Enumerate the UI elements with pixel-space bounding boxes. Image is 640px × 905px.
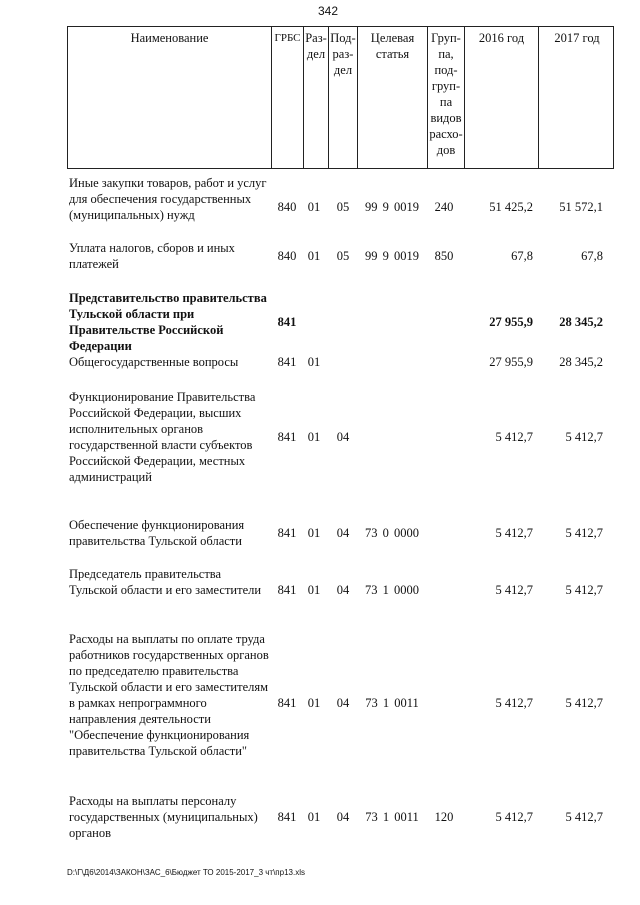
row-2017: 5 412,7: [565, 526, 603, 540]
row-podrazdel: 04: [336, 696, 350, 710]
row-celevaya: 99 9 0019: [365, 200, 419, 214]
header-name: Наименование: [130, 31, 209, 45]
row-name: Общегосударственные вопросы: [69, 355, 239, 369]
row-podrazdel: 04: [336, 583, 350, 597]
row-podrazdel: 04: [336, 810, 350, 824]
row-name: Председатель правительства Тульской области и его заместители: [69, 567, 262, 597]
row-2016: 5 412,7: [495, 430, 533, 444]
row-name: Обеспечение функционирования правительства Тульской области: [69, 518, 245, 548]
row-grbs: 841: [277, 355, 297, 369]
row-razdel: 01: [307, 810, 321, 824]
row-grbs: 840: [277, 249, 297, 263]
row-name: Представительство правительства Тульской области при Правительстве Российской Федерации: [69, 291, 267, 353]
header-gruppa: Груп- па, под- груп- па видов расхо- дов: [427, 27, 464, 168]
row-2016: 51 425,2: [489, 200, 533, 214]
row-grbs: 841: [277, 526, 297, 540]
row-2017: 51 572,1: [559, 200, 603, 214]
row-razdel: 01: [307, 200, 321, 214]
row-2016: 27 955,9: [489, 315, 533, 329]
row-celevaya: 99 9 0019: [365, 249, 419, 263]
row-2017: 5 412,7: [565, 810, 603, 824]
row-podrazdel: 04: [336, 430, 350, 444]
header-2016: 2016 год: [464, 27, 538, 168]
row-2016: 67,8: [511, 249, 533, 263]
row-grbs: 841: [277, 430, 297, 444]
row-celevaya: 73 1 0011: [365, 696, 419, 710]
row-celevaya: 73 0 0000: [365, 526, 419, 540]
row-gruppa: 850: [434, 249, 454, 263]
row-grbs: 841: [277, 583, 297, 597]
page-number: 342: [318, 4, 339, 18]
row-2016: 5 412,7: [495, 810, 533, 824]
row-grbs: 841: [277, 696, 297, 710]
row-name: Уплата налогов, сборов и иных платежей: [69, 241, 235, 271]
row-2016: 5 412,7: [495, 526, 533, 540]
row-gruppa: 240: [434, 200, 454, 214]
row-grbs: 841: [277, 810, 297, 824]
row-podrazdel: 05: [336, 249, 350, 263]
row-podrazdel: 05: [336, 200, 350, 214]
header-celevaya: Целевая статья: [357, 27, 427, 168]
row-celevaya: 73 1 0000: [365, 583, 419, 597]
row-2017: 5 412,7: [565, 583, 603, 597]
row-name: Иные закупки товаров, работ и услуг для обеспечения государственных (муниципальных) нужд: [69, 176, 267, 222]
row-razdel: 01: [307, 526, 321, 540]
row-2016: 27 955,9: [489, 355, 533, 369]
header-2017: 2017 год: [538, 27, 615, 168]
row-grbs: 840: [277, 200, 297, 214]
row-2016: 5 412,7: [495, 583, 533, 597]
row-razdel: 01: [307, 583, 321, 597]
row-razdel: 01: [307, 430, 321, 444]
row-gruppa: 120: [434, 810, 454, 824]
row-name: Расходы на выплаты по оплате труда работников государственных органов по председателю правительства Тульской области и его заместителям в рамках непрограммного направления деятельности "Обеспечение функционирования правительства Тульской области": [69, 632, 269, 758]
row-grbs: 841: [277, 315, 297, 329]
row-2017: 5 412,7: [565, 430, 603, 444]
row-2017: 5 412,7: [565, 696, 603, 710]
row-name: Расходы на выплаты персоналу государственных (муниципальных) органов: [69, 794, 258, 840]
row-razdel: 01: [307, 249, 321, 263]
file-path-footer: D:\Г\Д6\2014\ЗАКОН\ЗАС_6\Бюджет ТО 2015-2017_3 чт\пр13.xls: [67, 868, 305, 877]
row-2017: 28 345,2: [559, 315, 603, 329]
row-razdel: 01: [307, 355, 321, 369]
row-razdel: 01: [307, 696, 321, 710]
header-podrazdel: Под- раз- дел: [328, 27, 357, 168]
row-podrazdel: 04: [336, 526, 350, 540]
header-razdel: Раз- дел: [303, 27, 328, 168]
row-2016: 5 412,7: [495, 696, 533, 710]
header-grbs: ГРБС: [271, 27, 303, 168]
row-2017: 67,8: [581, 249, 603, 263]
row-celevaya: 73 1 0011: [365, 810, 419, 824]
row-name: Функционирование Правительства Российской Федерации, высших исполнительных органов государственной власти субъектов Российской Федерации, местных администраций: [69, 390, 256, 484]
table-header: [67, 26, 614, 169]
row-2017: 28 345,2: [559, 355, 603, 369]
